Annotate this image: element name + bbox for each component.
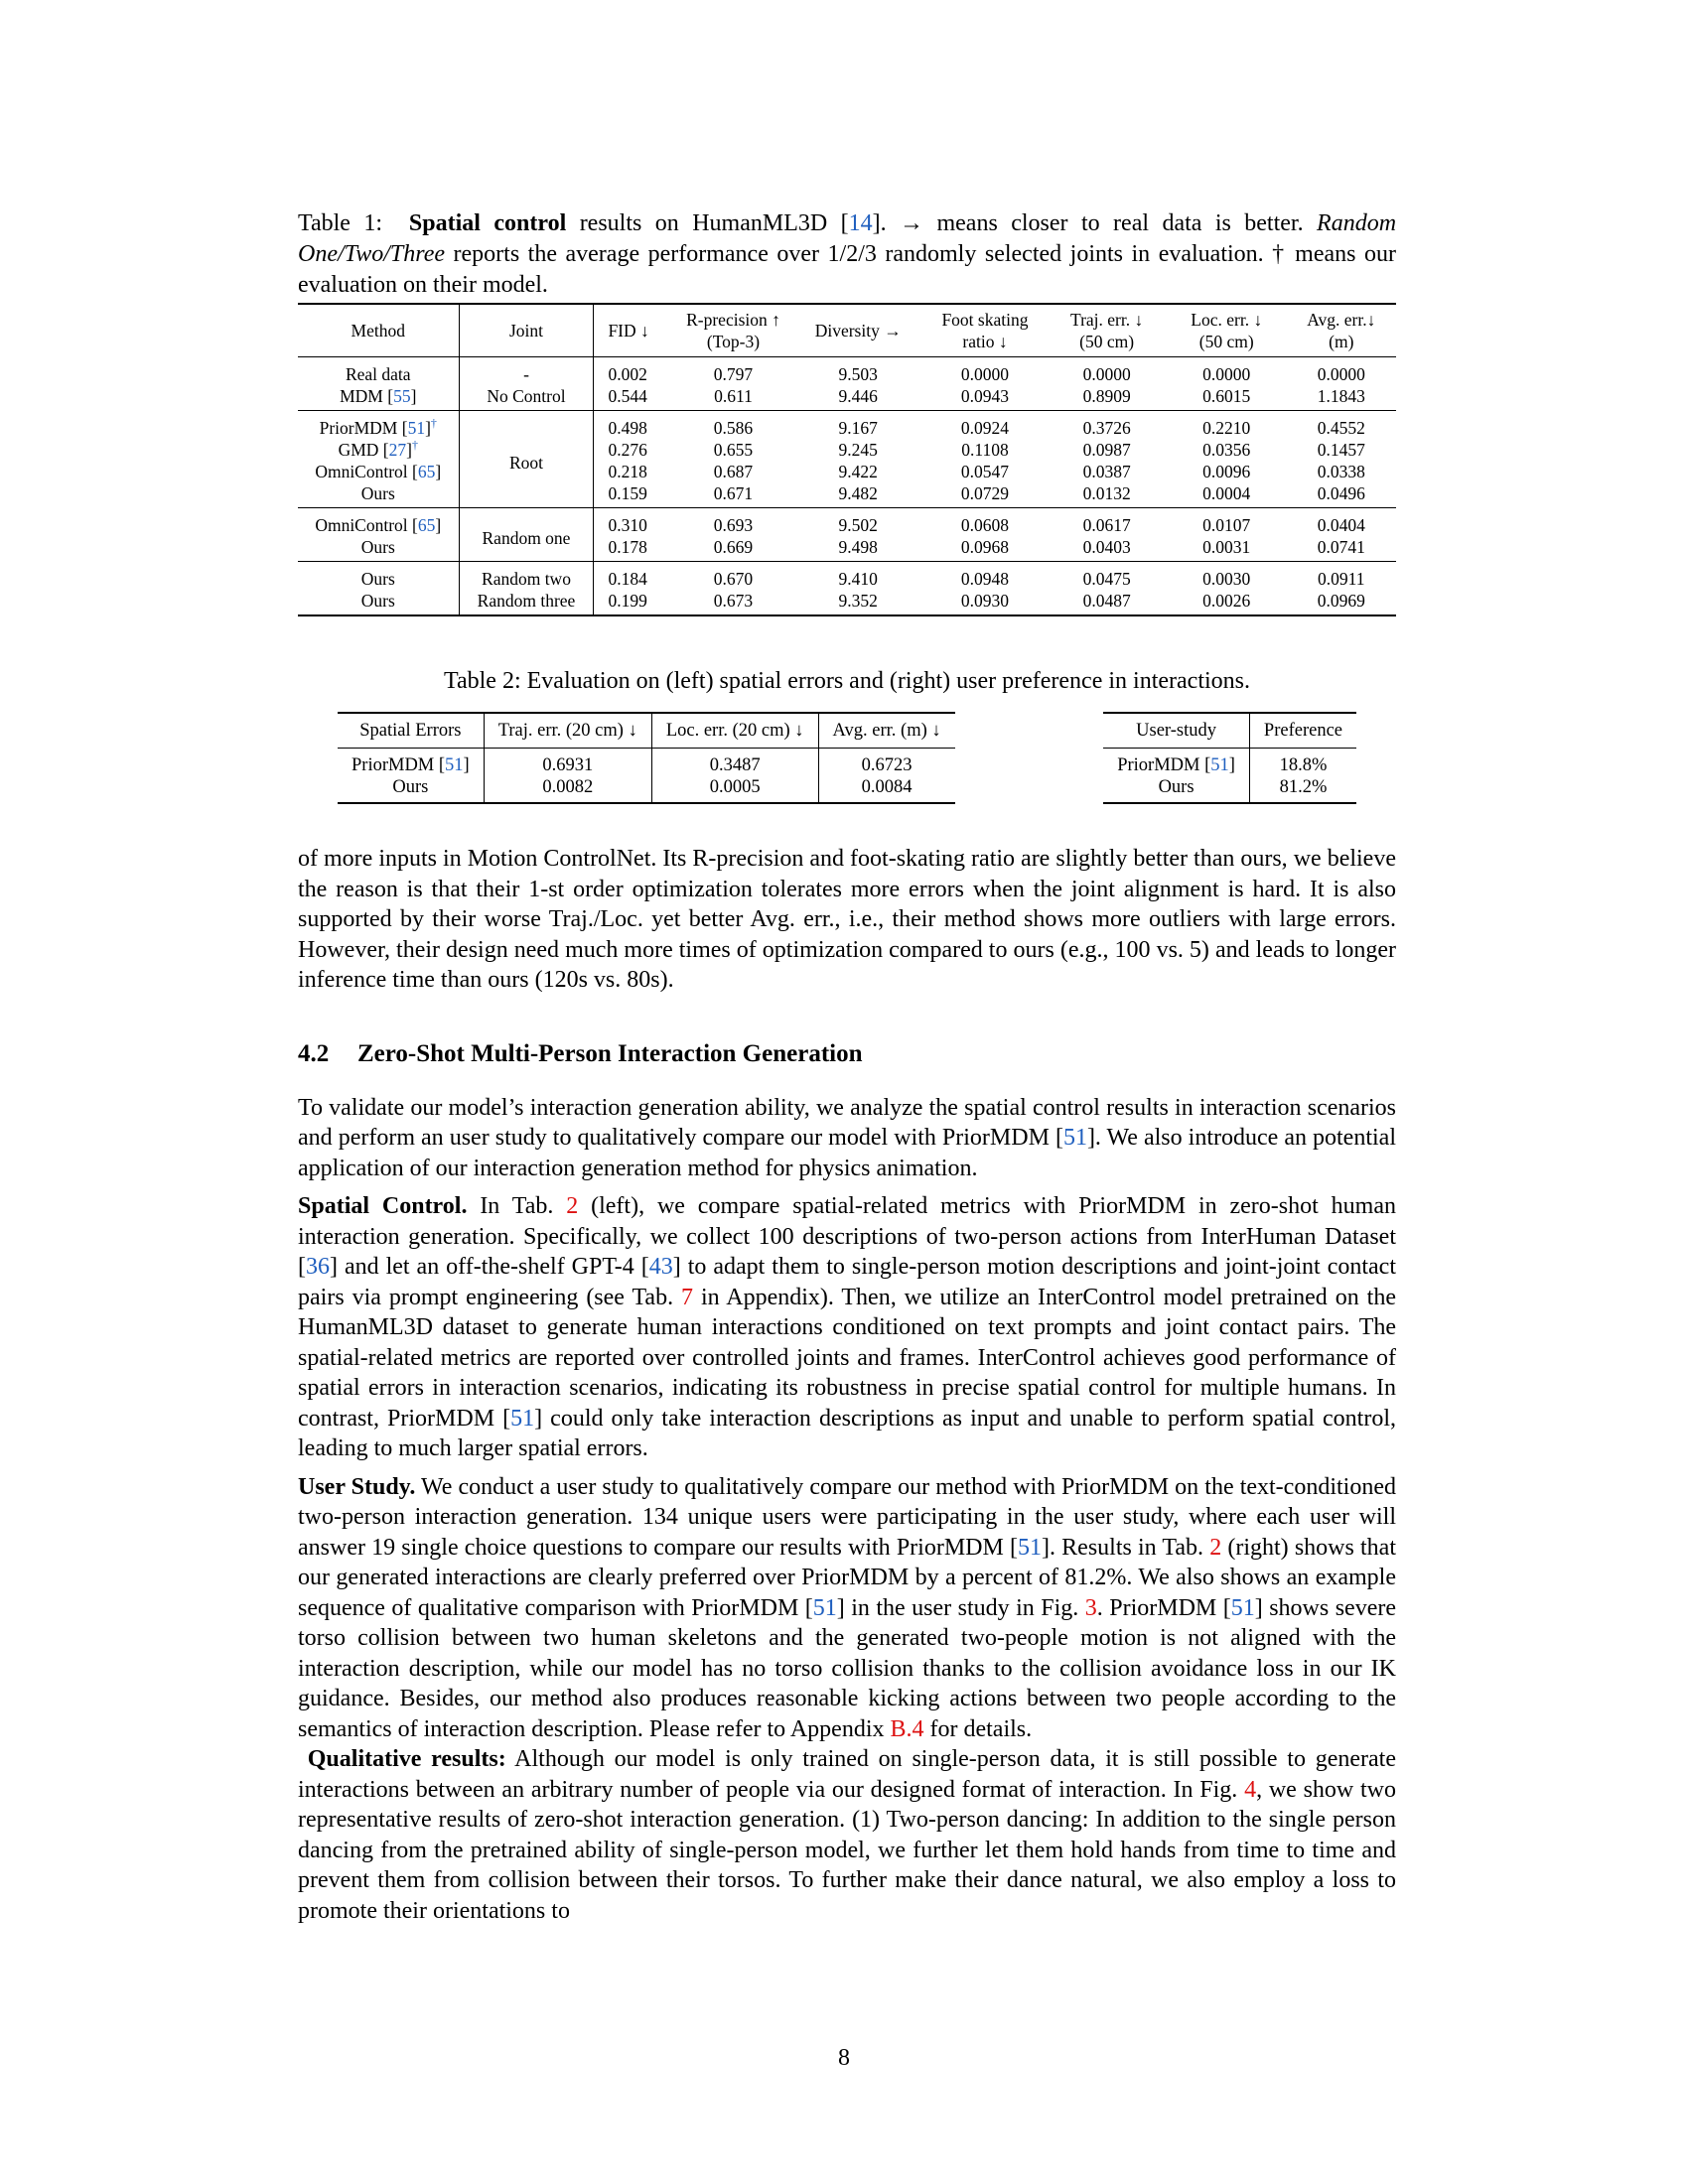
cell-rprec: 0.669 [713,537,754,557]
cell-avg: 0.0969 [1317,591,1365,611]
cell-fid: 0.002 [608,364,647,384]
cell-loc: 0.0031 [1202,537,1251,557]
table-row [298,562,1396,591]
col-diversity: Diversity → [814,321,902,341]
cell-foot: 0.0924 [960,418,1010,438]
cell-loc: 0.6015 [1202,386,1251,406]
appendix-ref-link[interactable]: B.4 [890,1715,924,1742]
col-fid: FID ↓ [608,321,649,341]
cell-avg: 0.0496 [1317,483,1365,503]
table-row [298,357,1396,386]
cell-fid: 0.544 [608,386,647,406]
col-rprecision: R-precision ↑ (Top-3) [686,310,780,351]
cell-traj: 0.0617 [1082,515,1131,535]
table1-caption: Table 1: Spatial control results on HumanML3D [14]. → means closer to real data is better. Random One/Two/Three reports the average performance over 1/2/3 randomly selected joints in evaluation. † means our evaluation on their model. [298,210,1397,298]
cell-foot: 0.0930 [960,591,1010,611]
cell-foot: 0.0943 [960,386,1010,406]
col-foot-skating: Foot skating ratio ↓ [941,310,1029,351]
cell-div: 9.498 [838,537,878,557]
cell-div: 9.503 [838,364,878,384]
cell-foot: 0.0948 [960,569,1010,589]
cell-traj: 0.0132 [1082,483,1131,503]
table1-caption-bold: Spatial control [408,210,567,236]
cell-foot: 0.0000 [960,364,1010,384]
figure-ref-link[interactable]: 4 [1244,1776,1257,1803]
citation-link[interactable]: 14 [848,210,873,236]
joint-cell: - [459,357,594,386]
joint-cell: Random one [459,508,594,562]
cell-fid: 0.199 [608,591,647,611]
section-heading: 4.2 Zero-Shot Multi-Person Interaction Generation [298,1039,863,1067]
cell-rprec: 0.687 [713,462,754,481]
cell-div: 9.482 [838,483,878,503]
cell-foot: 0.0968 [960,537,1010,557]
cell-div: 9.167 [838,418,878,438]
table1-group [298,357,1396,411]
method-cell: Ours [298,536,459,562]
citation-link[interactable]: 65 [417,515,436,535]
col-joint: Joint [459,304,594,357]
table-ref-link[interactable]: 2 [1209,1534,1222,1561]
cell-rprec: 0.611 [714,386,753,406]
col-traj-err: Traj. err. ↓ (50 cm) [1070,310,1144,351]
cell-loc: 0.0096 [1202,462,1251,481]
cell-loc: 0.0107 [1202,515,1251,535]
table1-group [298,508,1396,562]
joint-cell: Root [459,411,594,508]
cell-div: 9.352 [838,591,878,611]
cell-traj: 0.0987 [1082,440,1131,460]
cell-fid: 0.184 [608,569,647,589]
table-row: PriorMDM [51] 18.8% [1103,749,1356,777]
cell-fid: 0.498 [608,418,647,438]
table2-caption: Table 2: Evaluation on (left) spatial errors and (right) user preference in interactions. [444,668,1250,694]
col-loc-err: Loc. err. ↓ (50 cm) [1191,310,1263,351]
table2-right [1103,712,1356,804]
cell-rprec: 0.670 [713,569,754,589]
joint-cell: Random three [459,590,594,615]
table-row [298,590,1396,615]
paragraph-intro: To validate our model’s interaction generation ability, we analyze the spatial control results in interaction scenarios and perform an user study to qualitatively compare our model with PriorMDM [51]. We also introduce an potential application of our interaction generation method for physics animation. [298,1094,1396,1181]
table2-left [338,712,955,804]
cell-traj: 0.0387 [1082,462,1131,481]
citation-link[interactable]: 43 [648,1254,673,1280]
page-number: 8 [838,2045,850,2071]
cell-traj: 0.8909 [1082,386,1131,406]
cell-foot: 0.0547 [960,462,1010,481]
joint-cell: No Control [459,385,594,411]
cell-avg: 0.1457 [1317,440,1365,460]
table2-right-header: User-study Preference [1103,713,1356,749]
citation-link[interactable]: 51 [1210,755,1229,775]
cell-div: 9.422 [838,462,878,481]
cell-rprec: 0.671 [713,483,754,503]
cell-rprec: 0.673 [713,591,754,611]
paper-page [298,208,1396,1926]
col-avg-err: Avg. err.↓ (m) [1307,310,1376,351]
paragraph-user-study: User Study. We conduct a user study to qualitatively compare our method with PriorMDM on the text-conditioned two-person interaction generation. 134 unique users were participating in the user study, where each user will answer 19 single choice questions to compare our results with PriorMDM [51]. Results in Tab. 2 (right) shows that our generated interactions are clearly preferred over PriorMDM by a percent of 81.2%. We also shows an example sequence of qualitative comparison with PriorMDM [51] in the user study in Fig. 3. PriorMDM [51] shows severe torso collision between two human skeletons and the generated two-people motion is not aligned with the interaction description, while our model has no torso collision thanks to the collision avoidance loss in our IK guidance. Besides, our method also produces reasonable kicking actions between two people according to the semantics of interaction description. Please refer to Appendix B.4 for details. Qualitative results: Although our model is only trained on single-person data, it is still possible to generate interactions between an arbitrary number of people via our designed format of interaction. In Fig. 4, we show two representative results of zero-shot interaction generation. (1) Two-person dancing: In addition to the single person dancing from the pretrained ability of single-person model, we further let them hold hands from time to time and prevent them from collision between their torsos. To further make their dance natural, we also employ a loss to promote their orientations to [298,1473,1397,1924]
cell-loc: 0.0356 [1202,440,1251,460]
method-cell: Real data [298,357,459,386]
citation-link[interactable]: 51 [812,1594,837,1621]
cell-loc: 0.0004 [1202,483,1251,503]
cell-div: 9.245 [838,440,878,460]
cell-foot: 0.0729 [960,483,1010,503]
cell-div: 9.410 [838,569,878,589]
cell-traj: 0.0000 [1082,364,1131,384]
table2-left-header: Spatial Errors Traj. err. (20 cm) ↓ Loc. err. (20 cm) ↓ Avg. err. (m) ↓ [338,713,955,749]
method-cell: Ours [298,562,459,591]
cell-fid: 0.218 [608,462,647,481]
citation-link[interactable]: 36 [306,1254,330,1280]
paragraph-results: of more inputs in Motion ControlNet. Its R-precision and foot-skating ratio are slightly better than ours, we believe the reason is that their 1-st order optimization tolerates more errors when the joint alignment is hard. It is also supported by their worse Traj./Loc. yet better Avg. err., i.e., their method shows more outliers with large errors. However, their design need much more times of optimization compared to ours (e.g., 100 vs. 5) and leads to longer inference time than ours (120s vs. 80s). [298,846,1396,993]
citation-link[interactable]: 51 [510,1405,535,1432]
cell-fid: 0.276 [608,440,647,460]
table-row [298,385,1396,411]
table2-container [298,712,1396,804]
cell-loc: 0.0000 [1202,364,1251,384]
cell-foot: 0.1108 [961,440,1009,460]
cell-avg: 0.0741 [1317,537,1365,557]
figure-ref-link[interactable]: 3 [1084,1594,1097,1621]
citation-link[interactable]: 51 [1062,1125,1087,1151]
cell-fid: 0.310 [608,515,647,535]
cell-rprec: 0.693 [713,515,754,535]
cell-rprec: 0.797 [713,364,754,384]
paragraph-spatial-control: Spatial Control. In Tab. 2 (left), we compare spatial-related metrics with PriorMDM in zero-shot human interaction generation. Specifically, we collect 100 descriptions of two-person actions from InterHuman Dataset [36] and let an off-the-shelf GPT-4 [43] to adapt them to single-person motion descriptions and joint-joint contact pairs via prompt engineering (see Tab. 7 in Appendix). Then, we utilize an InterControl model pretrained on the HumanML3D dataset to generate human interactions conditioned on text prompts and joint contact pairs. The spatial-related metrics are reported over controlled joints and frames. InterControl achieves good performance of spatial errors in interaction scenarios, indicating its robustness in precise spatial control for multiple humans. In contrast, PriorMDM [51] could only take interaction descriptions as input and unable to perform spatial control, leading to much larger spatial errors. [298,1193,1396,1461]
cell-avg: 0.0338 [1317,462,1365,481]
cell-avg: 0.0000 [1317,364,1365,384]
citation-link[interactable]: 51 [407,418,426,438]
col-method: Method [298,304,459,357]
citation-link[interactable]: 51 [1018,1534,1042,1561]
citation-link[interactable]: 51 [1230,1594,1255,1621]
cell-avg: 0.0404 [1317,515,1365,535]
cell-avg: 0.4552 [1317,418,1365,438]
table1-group [298,562,1396,616]
table1-group [298,411,1396,508]
cell-traj: 0.3726 [1082,418,1131,438]
table-ref-link[interactable]: 7 [681,1284,694,1310]
cell-loc: 0.0030 [1202,569,1251,589]
method-cell: MDM [55] [298,385,459,411]
cell-traj: 0.0475 [1082,569,1131,589]
table1-label: Table 1: [298,210,383,236]
cell-avg: 1.1843 [1317,386,1365,406]
citation-link[interactable]: 55 [393,386,411,406]
cell-fid: 0.159 [608,483,647,503]
cell-rprec: 0.586 [713,418,754,438]
cell-loc: 0.0026 [1202,591,1251,611]
joint-cell: Random two [459,562,594,591]
method-cell: OmniControl [65] [298,508,459,537]
method-cell: OmniControl [65] [298,461,459,482]
citation-link[interactable]: 27 [388,440,407,460]
cell-div: 9.502 [838,515,878,535]
cell-loc: 0.2210 [1202,418,1251,438]
cell-traj: 0.0403 [1082,537,1131,557]
citation-link[interactable]: 65 [417,462,436,481]
method-cell: GMD [27]† [298,439,459,461]
method-cell: Ours [298,590,459,615]
table1-header-row [298,304,1396,357]
cell-fid: 0.178 [608,537,647,557]
cell-foot: 0.0608 [960,515,1010,535]
table-row: Ours 0.0082 0.0005 0.0084 [338,776,955,803]
table-ref-link[interactable]: 2 [566,1193,579,1219]
table-row [298,508,1396,537]
method-cell: PriorMDM [51]† [298,411,459,440]
table1 [298,303,1396,616]
cell-traj: 0.0487 [1082,591,1131,611]
cell-avg: 0.0911 [1318,569,1365,589]
method-cell: Ours [298,482,459,508]
citation-link[interactable]: 51 [445,755,464,775]
cell-div: 9.446 [838,386,878,406]
table-row: Ours 81.2% [1103,776,1356,803]
cell-rprec: 0.655 [713,440,754,460]
table-row: PriorMDM [51] 0.6931 0.3487 0.6723 [338,749,955,777]
table-row [298,411,1396,440]
